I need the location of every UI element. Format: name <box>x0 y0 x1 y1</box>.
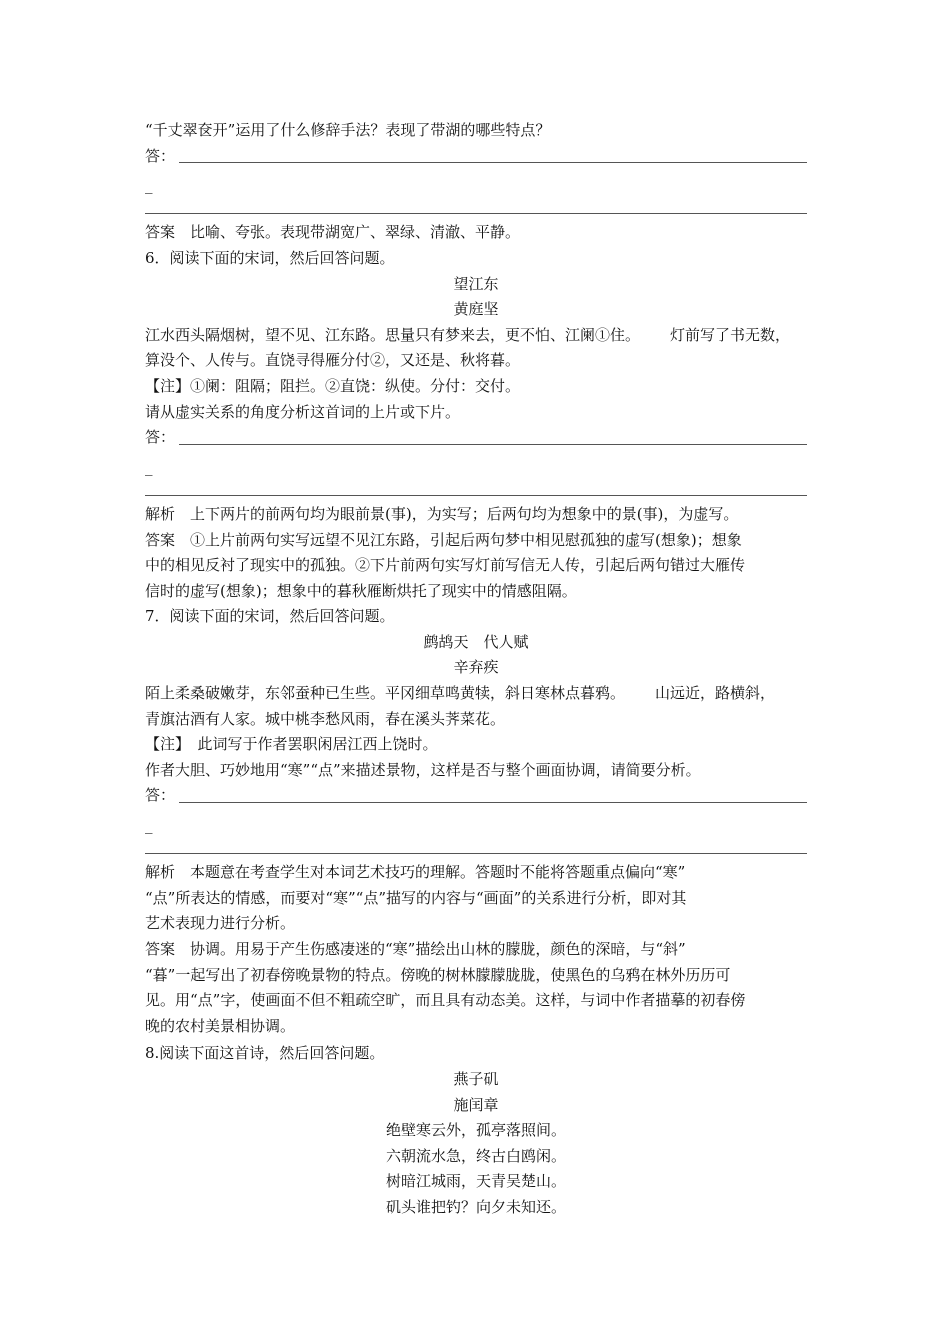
q6-answer-field[interactable] <box>145 425 807 451</box>
q6-poem-title: 望江东 <box>453 274 499 293</box>
q6-poem-author: 黄庭坚 <box>453 300 499 319</box>
q6-poem-text-line: 算没个、人传与。直饶寻得雁分付②，又还是、秋将暮。 <box>145 351 521 370</box>
q7-note: 【注】 此词写于作者罢职闲居江西上饶时。 <box>145 735 438 754</box>
dash-mark: _ <box>145 457 153 476</box>
q7-poem-text-line: 陌上柔桑破嫩芽，东邻蚕种已生些。平冈细草鸣黄犊，斜日寒林点暮鸦。 山远近，路横斜， <box>145 684 776 703</box>
answer-line <box>179 162 807 163</box>
q6-answer-line: 信时的虚写(想象)；想象中的暮秋雁断烘托了现实中的情感阻隔。 <box>145 581 577 600</box>
q6-analysis: 解析 上下两片的前两句均为眼前景(事)，为实写；后两句均为想象中的景(事)，为虚写。 <box>145 504 739 523</box>
q7-answer-line: 见。用“点”字，使画面不但不粗疏空旷，而且具有动态美。这样，与词中作者描摹的初春傍 <box>145 991 746 1010</box>
q7-answer-line: 答案 协调。用易于产生伤感凄迷的“寒”描绘出山林的朦胧，颜色的深暗，与“斜” <box>145 940 686 958</box>
q7-poem-text-line: 青旗沽酒有人家。城中桃李愁风雨，春在溪头荠菜花。 <box>145 709 506 728</box>
q6-answer-line: 答案 ①上片前两句实写远望不见江东路，引起后两句梦中相见慰孤独的虚写(想象)；想象 <box>145 530 742 549</box>
q7-analysis-line: 解析 本题意在考查学生对本词艺术技巧的理解。答题时不能将答题重点偏向“寒” <box>145 863 686 882</box>
q6-poem-text-line: 江水西头隔烟树，望不见、江东路。思量只有梦来去，更不怕、江阑①住。 灯前写了书无数， <box>145 325 791 344</box>
answer-line-full[interactable] <box>145 476 807 502</box>
answer-label: 答： <box>145 428 176 447</box>
answer-line <box>179 802 807 803</box>
q6-question: 请从虚实关系的角度分析这首词的上片或下片。 <box>145 402 461 421</box>
q7-analysis-line: “点”所表达的情感，而要对“寒”“点”描写的内容与“画面”的关系进行分析，即对其 <box>145 888 687 907</box>
q5-answer-field[interactable] <box>145 144 807 170</box>
q5-question: “千丈翠奁开”运用了什么修辞手法？表现了带湖的哪些特点？ <box>145 121 551 139</box>
q7-prompt: 7．阅读下面的宋词，然后回答问题。 <box>145 607 395 626</box>
q6-prompt: 6．阅读下面的宋词，然后回答问题。 <box>145 248 395 267</box>
q8-poem-line: 矶头谁把钓？向夕未知还。 <box>385 1197 566 1216</box>
q6-answer-line: 中的相见反衬了现实中的孤独。②下片前两句实写灯前写信无人传，引起后两句错过大雁传 <box>145 556 746 575</box>
q7-poem-author: 辛弃疾 <box>453 658 499 677</box>
q7-poem-title: 鹧鸪天 代人赋 <box>423 632 529 651</box>
answer-label: 答： <box>145 786 176 805</box>
dash-row <box>145 451 807 477</box>
answer-line <box>179 444 807 445</box>
q8-prompt: 8.阅读下面这首诗，然后回答问题。 <box>145 1044 385 1063</box>
q6-note: 【注】①阑：阻隔；阻拦。②直饶：纵使。分付：交付。 <box>145 376 521 395</box>
dash-row <box>145 169 807 195</box>
q7-answer-line: 晚的农村美景相协调。 <box>145 1016 296 1035</box>
answer-label: 答： <box>145 146 176 165</box>
q8-poem-line: 树暗江城雨，天青吴楚山。 <box>385 1172 566 1191</box>
q8-poem-title: 燕子矶 <box>453 1069 499 1088</box>
q7-analysis-line: 艺术表现力进行分析。 <box>145 914 296 933</box>
q8-poem-author: 施闰章 <box>453 1095 499 1114</box>
q5-answer: 答案 比喻、夸张。表现带湖宽广、翠绿、清澈、平静。 <box>145 223 521 242</box>
q7-question: 作者大胆、巧妙地用“寒”“点”来描述景物，这样是否与整个画面协调，请简要分析。 <box>145 760 701 779</box>
answer-line-full[interactable] <box>145 835 807 861</box>
document-page <box>145 118 807 1221</box>
answer-line-full[interactable] <box>145 195 807 221</box>
dash-row <box>145 809 807 835</box>
q7-answer-line: “暮”一起写出了初春傍晚景物的特点。傍晚的树林朦朦胧胧，使黑色的乌鸦在林外历历可 <box>145 965 731 984</box>
q8-poem-line: 六朝流水急，终古白鸥闲。 <box>385 1146 566 1165</box>
q8-poem-line: 绝壁寒云外，孤亭落照间。 <box>385 1121 566 1140</box>
q7-answer-field[interactable] <box>145 783 807 809</box>
dash-mark: _ <box>145 816 153 835</box>
dash-mark: _ <box>145 176 153 195</box>
